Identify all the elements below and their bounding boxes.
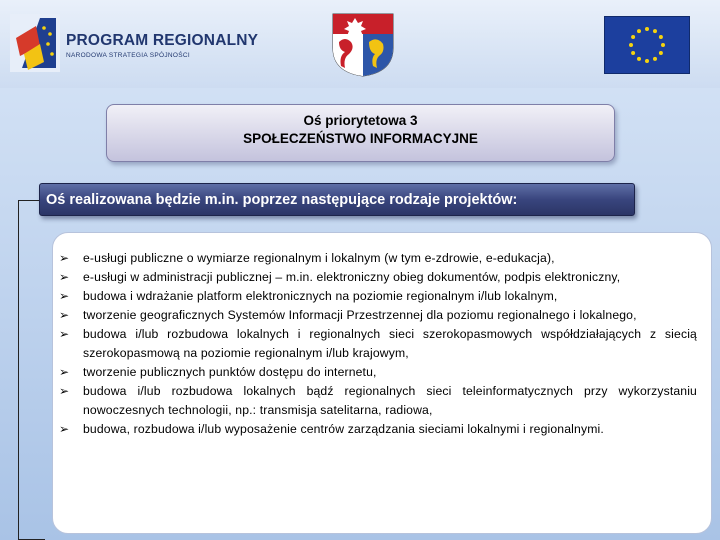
program-regionalny-logo xyxy=(10,14,259,76)
eu-flag xyxy=(604,16,690,74)
arrow-bullet-icon: ➢ xyxy=(59,251,70,265)
list-item xyxy=(53,287,697,306)
list-item-text: tworzenie publicznych punktów dostępu do internetu, xyxy=(83,365,377,379)
list-item xyxy=(53,382,697,420)
list-item xyxy=(53,306,697,325)
arrow-bullet-icon: ➢ xyxy=(59,422,70,436)
connector-bracket xyxy=(18,200,45,540)
program-title: PROGRAM REGIONALNY xyxy=(66,32,259,49)
list-item-text: budowa i wdrażanie platform elektronicznych na poziomie regionalnym i/lub lokalnym, xyxy=(83,289,558,303)
coat-of-arms-icon xyxy=(331,12,395,78)
list-item xyxy=(53,420,697,439)
program-regionalny-mark-icon xyxy=(10,14,60,72)
projects-list xyxy=(53,249,697,439)
priority-axis-title: Oś priorytetowa 3 xyxy=(303,113,418,128)
list-item xyxy=(53,363,697,382)
priority-axis-box xyxy=(106,104,615,162)
program-subtitle: NARODOWA STRATEGIA SPÓJNOŚCI xyxy=(66,52,190,59)
arrow-bullet-icon: ➢ xyxy=(59,327,70,341)
list-item xyxy=(53,249,697,268)
eu-stars-icon xyxy=(605,17,689,73)
arrow-bullet-icon: ➢ xyxy=(59,384,70,398)
list-item-text: budowa, rozbudowa i/lub wyposażenie centrów zarządzania sieciami lokalnymi i regionalnymi. xyxy=(83,422,604,436)
list-item-text: e-usługi publiczne o wymiarze regionalnym i lokalnym (w tym e-zdrowie, e-edukacja), xyxy=(83,251,555,265)
list-item xyxy=(53,325,697,363)
projects-heading: Oś realizowana będzie m.in. poprzez następujące rodzaje projektów: xyxy=(39,183,635,216)
arrow-bullet-icon: ➢ xyxy=(59,308,70,322)
list-item-text: budowa i/lub rozbudowa lokalnych bądź regionalnych sieci teleinformatycznych przy wykorzystaniu nowoczesnych technologii, np.: transmisja satelitarna, radiowa, xyxy=(83,384,697,417)
priority-axis-name: SPOŁECZEŃSTWO INFORMACYJNE xyxy=(243,131,478,146)
list-item xyxy=(53,268,697,287)
arrow-bullet-icon: ➢ xyxy=(59,289,70,303)
list-item-text: tworzenie geograficznych Systemów Informacji Przestrzennej dla poziomu regionalnego i lokalnego, xyxy=(83,308,637,322)
arrow-bullet-icon: ➢ xyxy=(59,270,70,284)
arrow-bullet-icon: ➢ xyxy=(59,365,70,379)
list-item-text: e-usługi w administracji publicznej – m.in. elektroniczny obieg dokumentów, podpis elektroniczny, xyxy=(83,270,621,284)
projects-list-box xyxy=(52,232,712,534)
list-item-text: budowa i/lub rozbudowa lokalnych i regionalnych sieci szerokopasmowych współdziałających z siecią szerokopasmową na poziomie regionalnym i/lub krajowym, xyxy=(83,327,697,360)
